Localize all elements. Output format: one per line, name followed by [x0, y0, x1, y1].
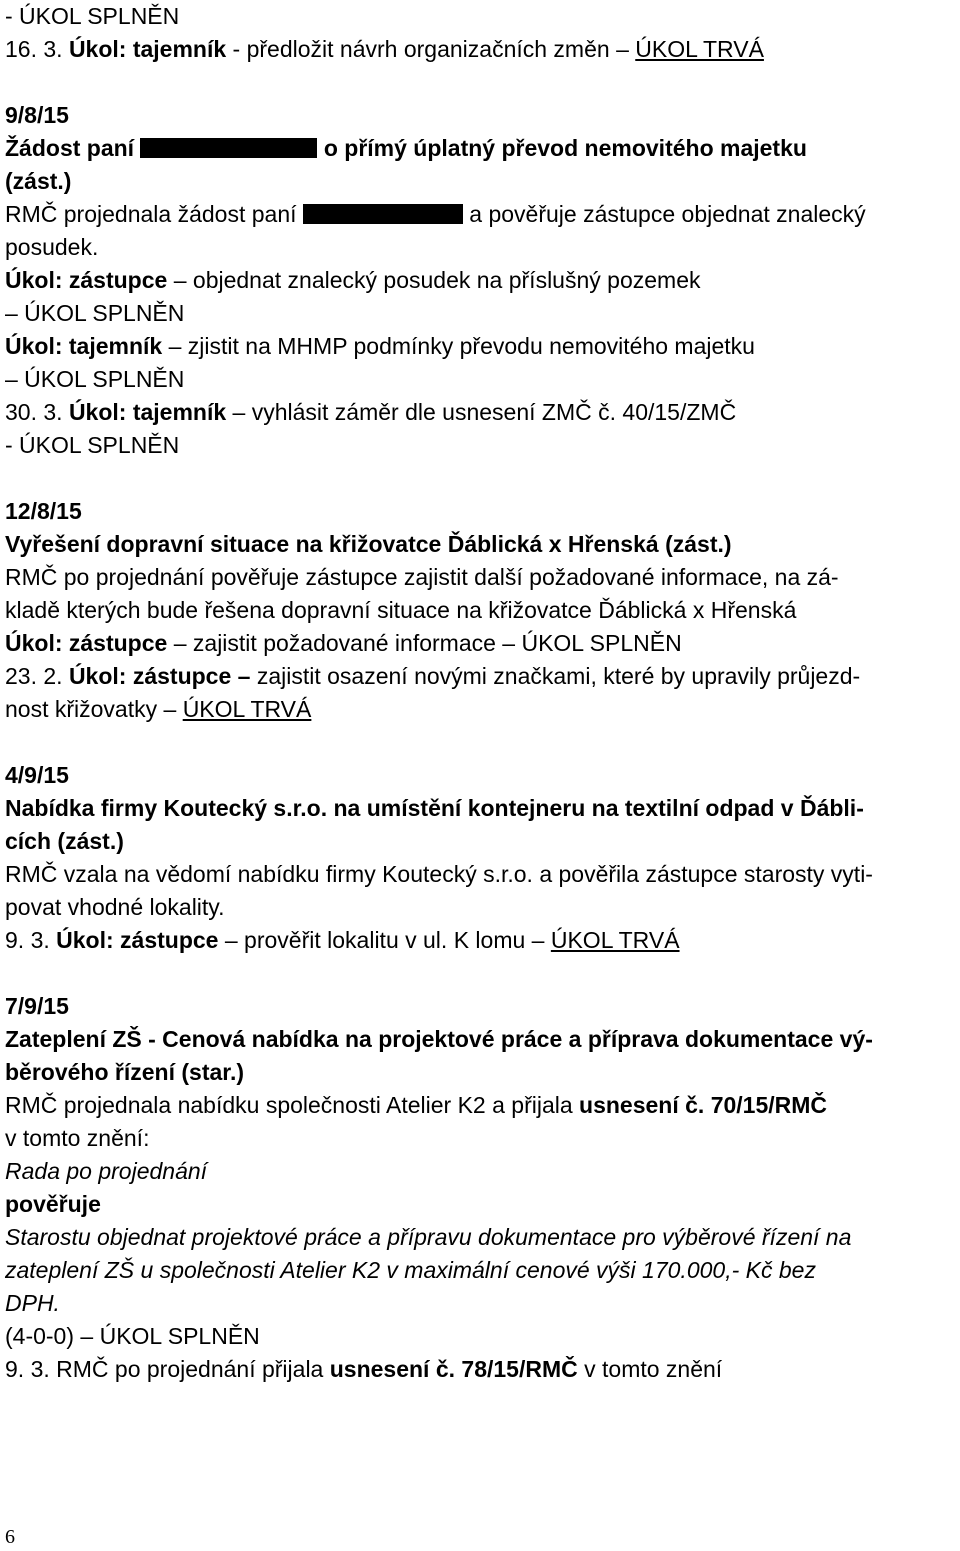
resolution-text: zateplení ZŠ u společnosti Atelier K2 v maximální cenové výši 170.000,- Kč bez [5, 1257, 816, 1283]
resolution-text: DPH. [5, 1290, 60, 1316]
redaction-bar [303, 204, 463, 224]
text-line: Úkol: zástupce – zajistit požadované informace – ÚKOL SPLNĚN [5, 630, 682, 656]
text-line: RMČ vzala na vědomí nabídku firmy Koutecký s.r.o. a pověřila zástupce starosty vyti- [5, 861, 873, 887]
text-line: - ÚKOL SPLNĚN [5, 3, 180, 29]
resolution-text: pověřuje [5, 1191, 101, 1217]
text-line: v tomto znění: [5, 1125, 150, 1151]
text-line: posudek. [5, 234, 99, 260]
text-line: nost křižovatky – ÚKOL TRVÁ [5, 696, 312, 722]
text-line: RMČ projednala nabídku společnosti Atelier K2 a přijala usnesení č. 70/15/RMČ [5, 1092, 828, 1118]
text-line: 9. 3. Úkol: zástupce – prověřit lokalitu v ul. K lomu – ÚKOL TRVÁ [5, 927, 680, 953]
document-page [5, 0, 955, 1386]
section-title: cích (zást.) [5, 828, 124, 854]
section-title: běrového řízení (star.) [5, 1059, 245, 1085]
section-number: 7/9/15 [5, 993, 69, 1019]
text-line: RMČ projednala žádost paní a pověřuje zástupce objednat znalecký [5, 201, 866, 227]
resolution-text: Rada po projednání [5, 1158, 208, 1184]
text-line: povat vhodné lokality. [5, 894, 225, 920]
text-line: – ÚKOL SPLNĚN [5, 366, 185, 392]
section-title: Zateplení ZŠ - Cenová nabídka na projektové práce a příprava dokumentace vý- [5, 1026, 873, 1052]
text-line: 16. 3. Úkol: tajemník - předložit návrh organizačních změn – ÚKOL TRVÁ [5, 36, 764, 62]
text-line: kladě kterých bude řešena dopravní situace na křižovatce Ďáblická x Hřenská [5, 597, 797, 623]
text-line: 30. 3. Úkol: tajemník – vyhlásit záměr dle usnesení ZMČ č. 40/15/ZMČ [5, 399, 737, 425]
text-line: - ÚKOL SPLNĚN [5, 432, 180, 458]
section-number: 9/8/15 [5, 102, 69, 128]
section-title: Žádost paní o přímý úplatný převod nemovitého majetku [5, 135, 807, 161]
section-title: Vyřešení dopravní situace na křižovatce Ďáblická x Hřenská (zást.) [5, 531, 732, 557]
page-number: 6 [5, 1526, 15, 1548]
text-line: Úkol: zástupce – objednat znalecký posudek na příslušný pozemek [5, 267, 701, 293]
resolution-text: Starostu objednat projektové práce a přípravu dokumentace pro výběrové řízení na [5, 1224, 852, 1250]
text-line: (4-0-0) – ÚKOL SPLNĚN [5, 1323, 260, 1349]
section-title: Nabídka firmy Koutecký s.r.o. na umístění kontejneru na textilní odpad v Ďábli- [5, 795, 864, 821]
text-line: – ÚKOL SPLNĚN [5, 300, 185, 326]
redaction-bar [140, 138, 317, 158]
section-number: 4/9/15 [5, 762, 69, 788]
text-line: RMČ po projednání pověřuje zástupce zajistit další požadované informace, na zá- [5, 564, 839, 590]
text-line: 23. 2. Úkol: zástupce – zajistit osazení novými značkami, které by upravily průjezd- [5, 663, 861, 689]
text-line: 9. 3. RMČ po projednání přijala usnesení č. 78/15/RMČ v tomto znění [5, 1356, 723, 1382]
text-line: Úkol: tajemník – zjistit na MHMP podmínky převodu nemovitého majetku [5, 333, 755, 359]
section-title: (zást.) [5, 168, 72, 194]
section-number: 12/8/15 [5, 498, 82, 524]
